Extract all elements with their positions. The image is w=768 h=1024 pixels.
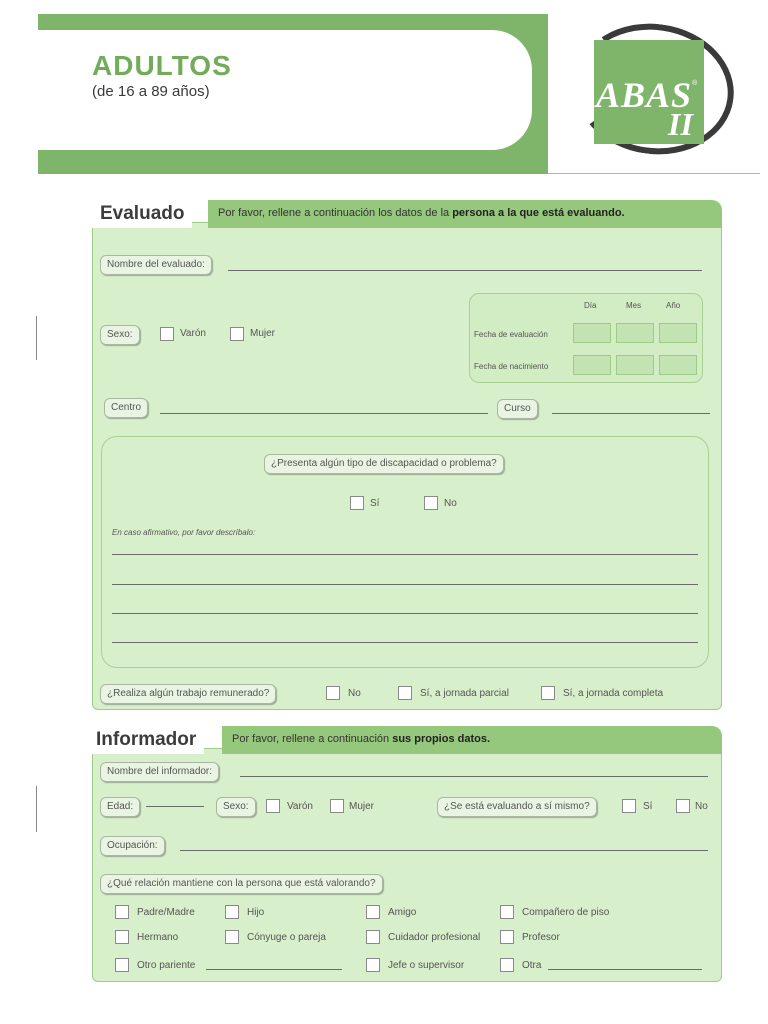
evaluado-instruction: Por favor, rellene a continuación los datos de la xyxy=(218,207,453,219)
discapacidad-no-label: No xyxy=(444,498,457,509)
self-no-label: No xyxy=(695,801,708,812)
varon-checkbox[interactable] xyxy=(160,327,174,341)
page-subtitle: (de 16 a 89 años) xyxy=(92,83,210,100)
otro-pariente-checkbox[interactable] xyxy=(115,958,129,972)
nombre-evaluado-label: Nombre del evaluado: xyxy=(100,255,212,275)
otro-pariente-label: Otro pariente xyxy=(137,960,196,971)
otra-checkbox[interactable] xyxy=(500,958,514,972)
amigo-checkbox[interactable] xyxy=(366,905,380,919)
col-dia: Día xyxy=(584,301,597,310)
page-title: ADULTOS xyxy=(92,50,232,81)
otra-field[interactable] xyxy=(548,969,702,970)
fecha-evaluacion-dia[interactable] xyxy=(573,323,611,343)
conyuge-label: Cónyuge o pareja xyxy=(247,932,326,943)
col-anio: Año xyxy=(666,301,681,310)
fecha-nacimiento-mes[interactable] xyxy=(616,355,654,375)
fecha-evaluacion-label: Fecha de evaluación xyxy=(474,330,548,339)
fecha-nacimiento-label: Fecha de nacimiento xyxy=(474,362,549,371)
trabajo-completa-checkbox[interactable] xyxy=(541,686,555,700)
edad-label: Edad: xyxy=(100,797,140,817)
curso-label: Curso xyxy=(497,399,538,419)
trabajo-parcial-label: Sí, a jornada parcial xyxy=(420,688,509,699)
edad-field[interactable] xyxy=(146,806,204,807)
otro-pariente-field[interactable] xyxy=(206,969,342,970)
describe-line-1[interactable] xyxy=(112,554,698,555)
centro-field[interactable] xyxy=(160,413,488,414)
companero-checkbox[interactable] xyxy=(500,905,514,919)
cuidador-label: Cuidador profesional xyxy=(388,932,481,943)
header-rule xyxy=(548,173,760,174)
describe-prompt: En caso afirmativo, por favor descríbalo: xyxy=(112,528,256,537)
curso-field[interactable] xyxy=(552,413,710,414)
trabajo-no-label: No xyxy=(348,688,361,699)
col-mes: Mes xyxy=(626,301,642,310)
profesor-checkbox[interactable] xyxy=(500,930,514,944)
ocupacion-label: Ocupación: xyxy=(100,836,165,856)
hijo-checkbox[interactable] xyxy=(225,905,239,919)
informador-varon-checkbox[interactable] xyxy=(266,799,280,813)
mujer-checkbox[interactable] xyxy=(230,327,244,341)
conyuge-checkbox[interactable] xyxy=(225,930,239,944)
trabajo-question: ¿Realiza algún trabajo remunerado? xyxy=(100,684,276,704)
hijo-label: Hijo xyxy=(247,907,265,918)
hermano-label: Hermano xyxy=(137,932,179,943)
evaluado-title: Evaluado xyxy=(92,200,192,228)
nombre-informador-field[interactable] xyxy=(240,776,708,777)
hermano-checkbox[interactable] xyxy=(115,930,129,944)
evaluado-instruction-band xyxy=(208,200,722,228)
discapacidad-no-checkbox[interactable] xyxy=(424,496,438,510)
discapacidad-si-label: Sí xyxy=(370,498,380,509)
self-no-checkbox[interactable] xyxy=(676,799,690,813)
self-evaluation-question: ¿Se está evaluando a sí mismo? xyxy=(437,797,597,817)
logo-registered-mark: ® xyxy=(692,80,698,87)
nombre-informador-label: Nombre del informador: xyxy=(100,762,219,782)
sexo-informador-label: Sexo: xyxy=(216,797,256,817)
discapacidad-si-checkbox[interactable] xyxy=(350,496,364,510)
varon-label: Varón xyxy=(180,328,206,339)
logo-numeral: II xyxy=(668,106,693,142)
cuidador-checkbox[interactable] xyxy=(366,930,380,944)
informador-mujer-label: Mujer xyxy=(349,801,375,812)
mujer-label: Mujer xyxy=(250,328,276,339)
informador-varon-label: Varón xyxy=(287,801,313,812)
logo-text: ABAS xyxy=(596,75,693,115)
informador-instruction-bold: sus propios datos. xyxy=(392,733,491,745)
amigo-label: Amigo xyxy=(388,907,417,918)
profesor-label: Profesor xyxy=(522,932,560,943)
fecha-nacimiento-dia[interactable] xyxy=(573,355,611,375)
relacion-question: ¿Qué relación mantiene con la persona que está valorando? xyxy=(100,874,383,894)
companero-label: Compañero de piso xyxy=(522,907,610,918)
margin-mark-top xyxy=(36,316,37,360)
evaluado-instruction-bold: persona a la que está evaluando. xyxy=(452,207,625,219)
informador-title: Informador xyxy=(88,726,204,754)
describe-line-2[interactable] xyxy=(112,584,698,585)
trabajo-parcial-checkbox[interactable] xyxy=(398,686,412,700)
padre-madre-checkbox[interactable] xyxy=(115,905,129,919)
jefe-label: Jefe o supervisor xyxy=(388,960,465,971)
ocupacion-field[interactable] xyxy=(180,850,708,851)
fecha-nacimiento-anio[interactable] xyxy=(659,355,697,375)
trabajo-no-checkbox[interactable] xyxy=(326,686,340,700)
informador-mujer-checkbox[interactable] xyxy=(330,799,344,813)
jefe-checkbox[interactable] xyxy=(366,958,380,972)
padre-madre-label: Padre/Madre xyxy=(137,907,195,918)
informador-panel xyxy=(92,748,722,982)
self-si-label: Sí xyxy=(643,801,653,812)
trabajo-completa-label: Sí, a jornada completa xyxy=(563,688,664,699)
describe-line-4[interactable] xyxy=(112,642,698,643)
self-si-checkbox[interactable] xyxy=(622,799,636,813)
margin-mark-bottom xyxy=(36,786,37,832)
otra-label: Otra xyxy=(522,960,542,971)
centro-label: Centro xyxy=(104,398,148,418)
nombre-evaluado-field[interactable] xyxy=(228,270,702,271)
discapacidad-question: ¿Presenta algún tipo de discapacidad o problema? xyxy=(264,454,504,474)
informador-instruction-band xyxy=(222,726,722,754)
fecha-evaluacion-anio[interactable] xyxy=(659,323,697,343)
sexo-evaluado-label: Sexo: xyxy=(100,325,140,345)
informador-instruction: Por favor, rellene a continuación xyxy=(232,733,393,745)
fecha-evaluacion-mes[interactable] xyxy=(616,323,654,343)
describe-line-3[interactable] xyxy=(112,613,698,614)
